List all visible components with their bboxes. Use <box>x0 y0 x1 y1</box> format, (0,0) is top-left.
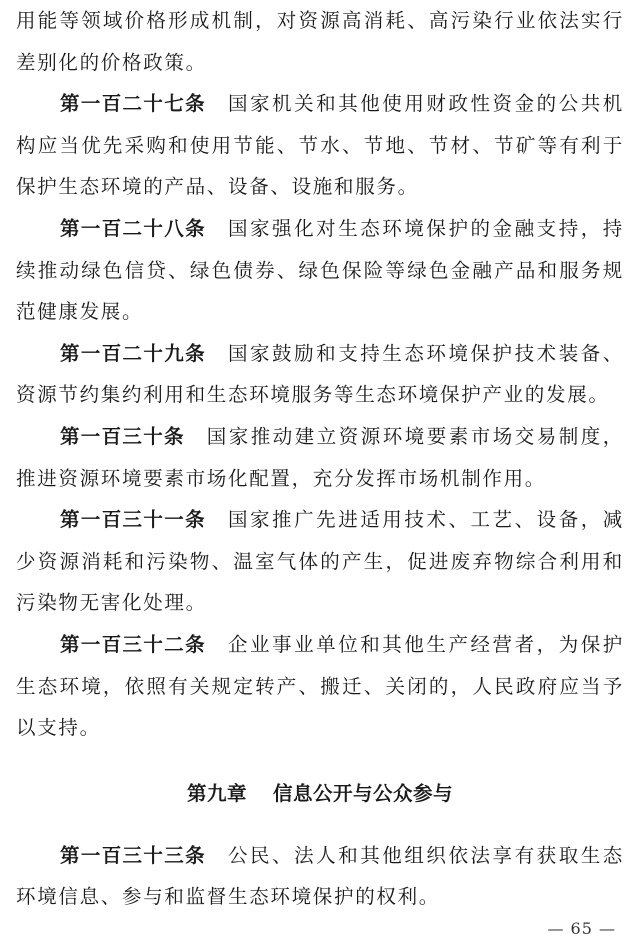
article-title: 第一百三十二条 <box>60 632 206 656</box>
article-129 <box>16 333 624 416</box>
continuation-paragraph: 用能等领域价格形成机制，对资源高消耗、高污染行业依法实行差别化的价格政策。 <box>16 9 624 74</box>
article-title: 第一百二十九条 <box>60 341 206 365</box>
chapter-heading <box>16 777 624 811</box>
article-127 <box>16 83 624 208</box>
article-131 <box>16 499 624 624</box>
page-number: — 65 — <box>547 919 616 938</box>
article-body: 国家强化对生态环境保护的金融支持，持续推动绿色信贷、绿色债券、绿色保险等绿色金融产品和服务规范健康发展。 <box>16 216 624 324</box>
article-body: 国家推动建立资源环境要素市场交易制度，推进资源环境要素市场化配置，充分发挥市场机制作用。 <box>16 424 624 490</box>
document-page <box>16 0 624 918</box>
article-133 <box>16 835 624 918</box>
article-title: 第一百三十三条 <box>60 843 206 867</box>
article-title: 第一百三十一条 <box>60 508 206 532</box>
article-130 <box>16 416 624 499</box>
article-body: 国家机关和其他使用财政性资金的公共机构应当优先采购和使用节能、节水、节地、节材、节矿等有利于保护生态环境的产品、设备、设施和服务。 <box>16 92 624 199</box>
article-128 <box>16 208 624 333</box>
article-title: 第一百三十条 <box>60 424 185 448</box>
article-body: 企业事业单位和其他生产经营者，为保护生态环境，依照有关规定转产、搬迁、关闭的，人民政府应当予以支持。 <box>16 632 624 740</box>
article-132 <box>16 624 624 749</box>
article-body: 国家鼓励和支持生态环境保护技术装备、资源节约集约利用和生态环境服务等生态环境保护产业的发展。 <box>16 341 624 407</box>
article-body: 国家推广先进适用技术、工艺、设备，减少资源消耗和污染物、温室气体的产生，促进废弃物综合利用和污染物无害化处理。 <box>16 508 624 615</box>
chapter-title: 信息公开与公众参与 <box>273 781 454 805</box>
article-title: 第一百二十八条 <box>60 216 206 240</box>
article-body: 公民、法人和其他组织依法享有获取生态环境信息、参与和监督生态环境保护的权利。 <box>16 843 624 909</box>
article-title: 第一百二十七条 <box>60 92 206 116</box>
chapter-number: 第九章 <box>186 781 247 805</box>
